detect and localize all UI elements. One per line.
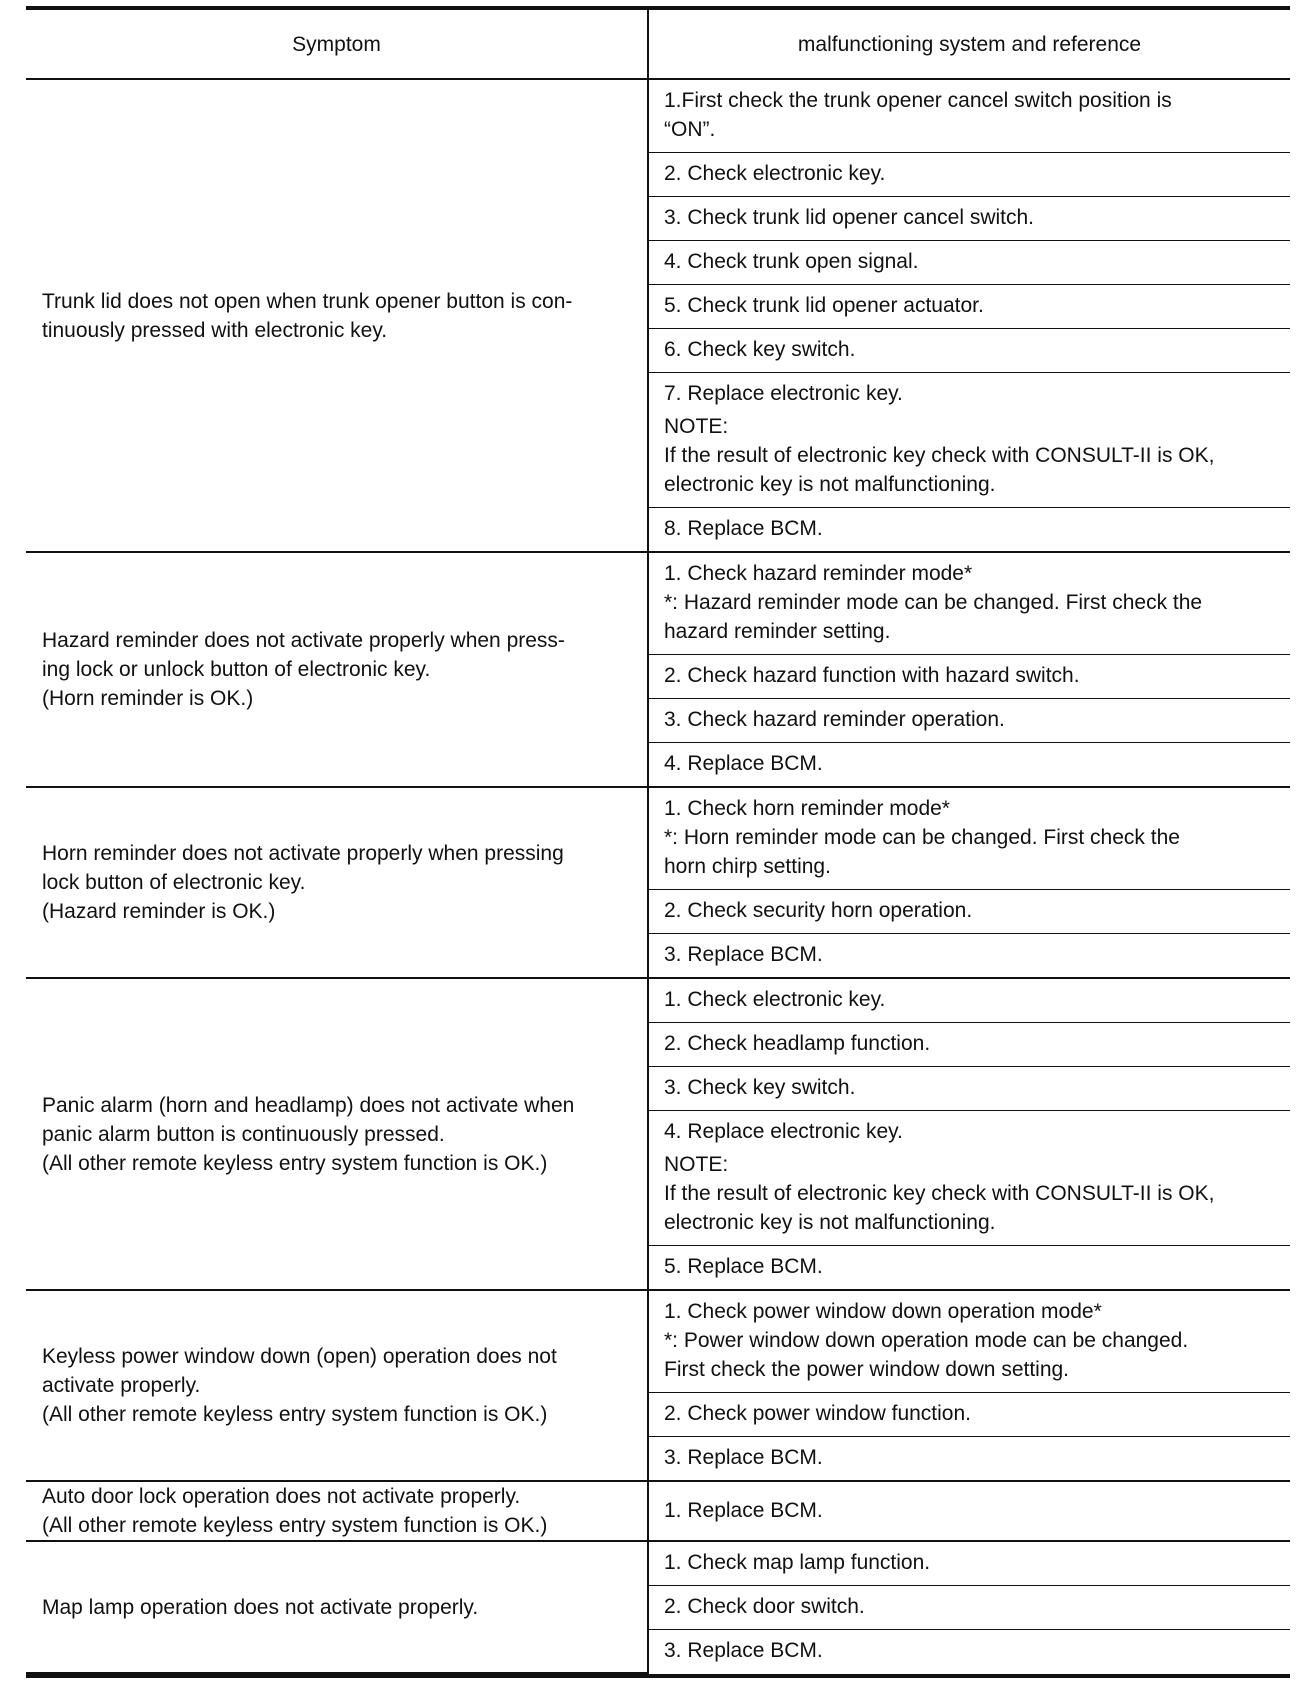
note-line: If the result of electronic key check with CONSULT-II is OK, xyxy=(664,444,1215,467)
reference-line: 1. Check electronic key. xyxy=(664,988,886,1011)
reference-cell xyxy=(648,1246,1290,1291)
reference-line: *: Horn reminder mode can be changed. First check the xyxy=(664,826,1180,849)
symptom-line: Panic alarm (horn and headlamp) does not activate when xyxy=(42,1093,575,1117)
symptom-line: (Horn reminder is OK.) xyxy=(42,687,254,710)
table-row xyxy=(26,787,1290,890)
reference-cell xyxy=(648,508,1290,553)
reference-line: 3. Check hazard reminder operation. xyxy=(664,708,1005,731)
reference-cell xyxy=(648,153,1290,197)
table-row xyxy=(26,552,1290,655)
table-body xyxy=(26,79,1290,1673)
symptom-line: (Hazard reminder is OK.) xyxy=(42,900,276,923)
reference-cell xyxy=(648,197,1290,241)
header-reference: malfunctioning system and reference xyxy=(648,8,1290,79)
reference-line: horn chirp setting. xyxy=(664,855,831,878)
symptom-line: (All other remote keyless entry system function is OK.) xyxy=(42,1514,548,1537)
symptom-cell xyxy=(26,79,648,552)
table-row xyxy=(26,978,1290,1023)
reference-cell xyxy=(648,1481,1290,1541)
reference-cell xyxy=(648,978,1290,1023)
symptom-cell xyxy=(26,1290,648,1481)
reference-cell xyxy=(648,699,1290,743)
symptom-line: (All other remote keyless entry system function is OK.) xyxy=(42,1403,548,1426)
reference-line: 5. Replace BCM. xyxy=(664,1255,823,1278)
reference-line: 8. Replace BCM. xyxy=(664,517,823,540)
symptom-cell xyxy=(26,978,648,1290)
note-label: NOTE: xyxy=(664,1153,729,1176)
symptom-line: Map lamp operation does not activate properly. xyxy=(42,1595,479,1619)
table-row xyxy=(26,1541,1290,1586)
note-line: electronic key is not malfunctioning. xyxy=(664,473,996,496)
reference-cell xyxy=(648,1437,1290,1482)
note-label: NOTE: xyxy=(664,415,729,438)
reference-line: 7. Replace electronic key. xyxy=(664,382,903,405)
symptom-line: Auto door lock operation does not activate properly. xyxy=(42,1485,521,1508)
reference-line: 1. Check map lamp function. xyxy=(664,1551,931,1574)
reference-line: 4. Replace BCM. xyxy=(664,752,823,775)
note-block xyxy=(664,1150,1280,1237)
table-row xyxy=(26,1290,1290,1393)
reference-line: 3. Replace BCM. xyxy=(664,1446,823,1469)
table-row xyxy=(26,1481,1290,1541)
reference-cell xyxy=(648,1067,1290,1111)
reference-cell xyxy=(648,655,1290,699)
note-block xyxy=(664,412,1280,499)
reference-line: hazard reminder setting. xyxy=(664,620,891,643)
note-line: If the result of electronic key check with CONSULT-II is OK, xyxy=(664,1182,1215,1205)
reference-line: 1.First check the trunk opener cancel switch position is xyxy=(664,89,1172,112)
reference-line: “ON”. xyxy=(664,118,716,141)
symptom-cell xyxy=(26,1481,648,1541)
header-row xyxy=(26,8,1290,79)
symptom-line: Horn reminder does not activate properly when pressing xyxy=(42,842,564,865)
symptom-line: activate properly. xyxy=(42,1374,201,1397)
reference-cell xyxy=(648,1586,1290,1630)
reference-line: 2. Check electronic key. xyxy=(664,162,886,185)
symptom-table xyxy=(26,6,1290,1674)
reference-line: 2. Check security horn operation. xyxy=(664,899,973,922)
reference-line: 5. Check trunk lid opener actuator. xyxy=(664,294,984,317)
symptom-line: Trunk lid does not open when trunk opener button is con- xyxy=(42,289,573,313)
reference-line: 1. Check horn reminder mode* xyxy=(664,797,950,820)
symptom-cell xyxy=(26,1541,648,1673)
reference-line: 2. Check headlamp function. xyxy=(664,1032,931,1055)
symptom-line: lock button of electronic key. xyxy=(42,871,306,894)
symptom-line: (All other remote keyless entry system function is OK.) xyxy=(42,1151,548,1175)
reference-line: 2. Check hazard function with hazard switch. xyxy=(664,664,1080,687)
reference-cell xyxy=(648,1541,1290,1586)
bottom-rule xyxy=(26,1674,1290,1678)
symptom-line: tinuously pressed with electronic key. xyxy=(42,318,388,342)
reference-cell xyxy=(648,1393,1290,1437)
reference-cell xyxy=(648,787,1290,890)
reference-line: 1. Check hazard reminder mode* xyxy=(664,562,973,585)
symptom-line: ing lock or unlock button of electronic key. xyxy=(42,658,431,681)
symptom-line: panic alarm button is continuously pressed. xyxy=(42,1122,445,1146)
reference-line: 1. Check power window down operation mode* xyxy=(664,1300,1102,1323)
reference-line: 2. Check door switch. xyxy=(664,1595,865,1618)
reference-line: 3. Replace BCM. xyxy=(664,943,823,966)
reference-cell xyxy=(648,743,1290,788)
reference-cell xyxy=(648,241,1290,285)
reference-cell xyxy=(648,1111,1290,1246)
reference-line: 3. Check key switch. xyxy=(664,1076,856,1099)
reference-cell xyxy=(648,329,1290,373)
symptom-cell xyxy=(26,552,648,787)
header-symptom: Symptom xyxy=(26,8,648,79)
reference-cell xyxy=(648,552,1290,655)
reference-line: *: Power window down operation mode can be changed. xyxy=(664,1329,1189,1352)
reference-cell xyxy=(648,934,1290,979)
table-row xyxy=(26,79,1290,153)
reference-cell xyxy=(648,890,1290,934)
reference-line: 1. Replace BCM. xyxy=(664,1498,823,1522)
reference-line: 6. Check key switch. xyxy=(664,338,856,361)
symptom-cell xyxy=(26,787,648,978)
symptom-line: Keyless power window down (open) operation does not xyxy=(42,1345,557,1368)
reference-line: 3. Replace BCM. xyxy=(664,1639,823,1662)
reference-cell xyxy=(648,1290,1290,1393)
symptom-line: Hazard reminder does not activate properly when press- xyxy=(42,629,565,652)
reference-line: 3. Check trunk lid opener cancel switch. xyxy=(664,206,1035,229)
reference-cell xyxy=(648,285,1290,329)
reference-cell xyxy=(648,1023,1290,1067)
reference-line: 4. Check trunk open signal. xyxy=(664,250,919,273)
reference-cell xyxy=(648,79,1290,153)
reference-line: 4. Replace electronic key. xyxy=(664,1120,903,1143)
reference-line: *: Hazard reminder mode can be changed. First check the xyxy=(664,591,1203,614)
reference-cell xyxy=(648,1630,1290,1674)
reference-line: First check the power window down setting. xyxy=(664,1358,1070,1381)
reference-cell xyxy=(648,373,1290,508)
reference-line: 2. Check power window function. xyxy=(664,1402,971,1425)
note-line: electronic key is not malfunctioning. xyxy=(664,1211,996,1234)
